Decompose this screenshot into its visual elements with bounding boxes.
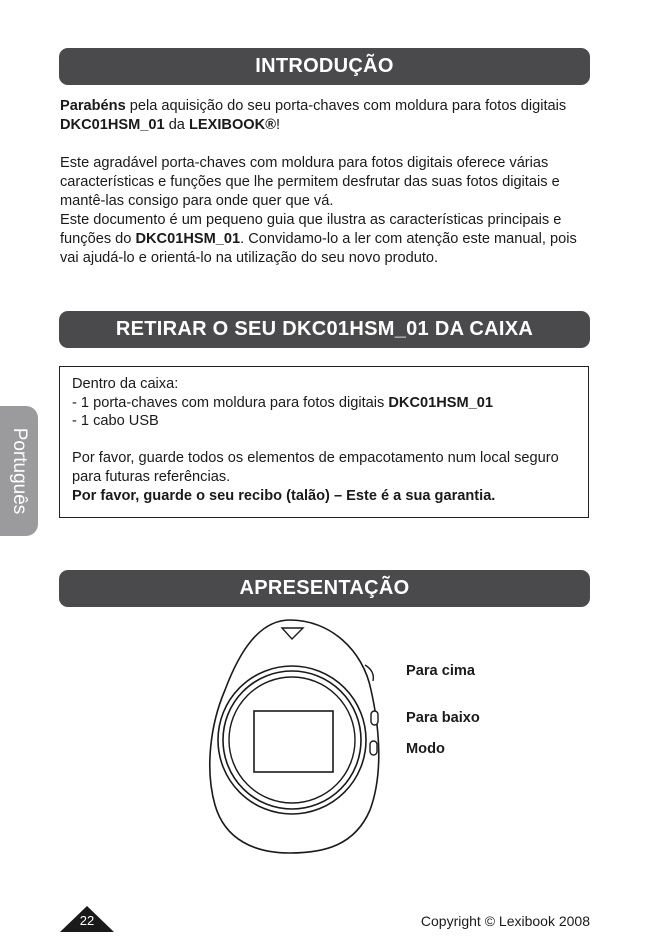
unbox-heading-text: RETIRAR O SEU DKC01HSM_01 DA CAIXA [115, 318, 534, 340]
unbox-heading [59, 311, 590, 348]
page-number-badge [60, 906, 114, 932]
box-line-packaging: Por favor, guarde todos os elementos de empacotamento num local seguro para futuras referências. [72, 450, 559, 485]
device-screen [254, 711, 333, 772]
copyright-notice: Copyright © Lexibook 2008 [420, 913, 590, 929]
intro-paragraph-2: Este agradável porta-chaves com moldura para fotos digitais oferece várias características e funções que lhe permitem desfrutar das suas fotos digitais e mantê-las consigo para onde quer que vá. [60, 155, 560, 209]
keychain-device-diagram [205, 615, 405, 855]
intro-paragraph-1: Parabéns pela aquisição do seu porta-chaves com moldura para fotos digitais DKC01HSM_01 da LEXIBOOK®! [60, 98, 567, 133]
intro-heading [59, 48, 590, 85]
box-contents-panel [59, 366, 589, 518]
intro-bold-brand: LEXIBOOK® [188, 117, 276, 133]
intro-bold-model-2: DKC01HSM_01 [135, 231, 241, 247]
language-side-tab [0, 406, 38, 536]
button-down-shape [371, 711, 378, 725]
button-mode-shape [370, 741, 377, 755]
box-line-receipt: Por favor, guarde o seu recibo (talão) – Este é a sua garantia. [72, 487, 496, 504]
presentation-heading-text: APRESENTAÇÃO [239, 577, 410, 599]
intro-paragraph-3: Este documento é um pequeno guia que ilustra as características principais e funções do DKC01HSM_01. Convidamo-lo a ler com atenção este manual, pois vai ajudá-lo e orientá-lo na utilização do seu novo produto. [60, 212, 577, 266]
page-number: 22 [79, 913, 95, 928]
presentation-heading [59, 570, 590, 607]
box-line-keychain: - 1 porta-chaves com moldura para fotos digitais DKC01HSM_01 [72, 394, 493, 411]
box-line-intro: Dentro da caixa: [72, 376, 179, 392]
label-mode: Modo [406, 741, 445, 757]
intro-bold-congrats: Parabéns [60, 98, 126, 114]
intro-heading-text: INTRODUÇÃO [255, 55, 394, 77]
intro-bold-model: DKC01HSM_01 [60, 117, 165, 133]
box-line-cable: - 1 cabo USB [72, 413, 159, 430]
language-side-tab-label: Português [9, 427, 30, 515]
label-up: Para cima [406, 663, 475, 679]
label-down: Para baixo [406, 710, 480, 726]
